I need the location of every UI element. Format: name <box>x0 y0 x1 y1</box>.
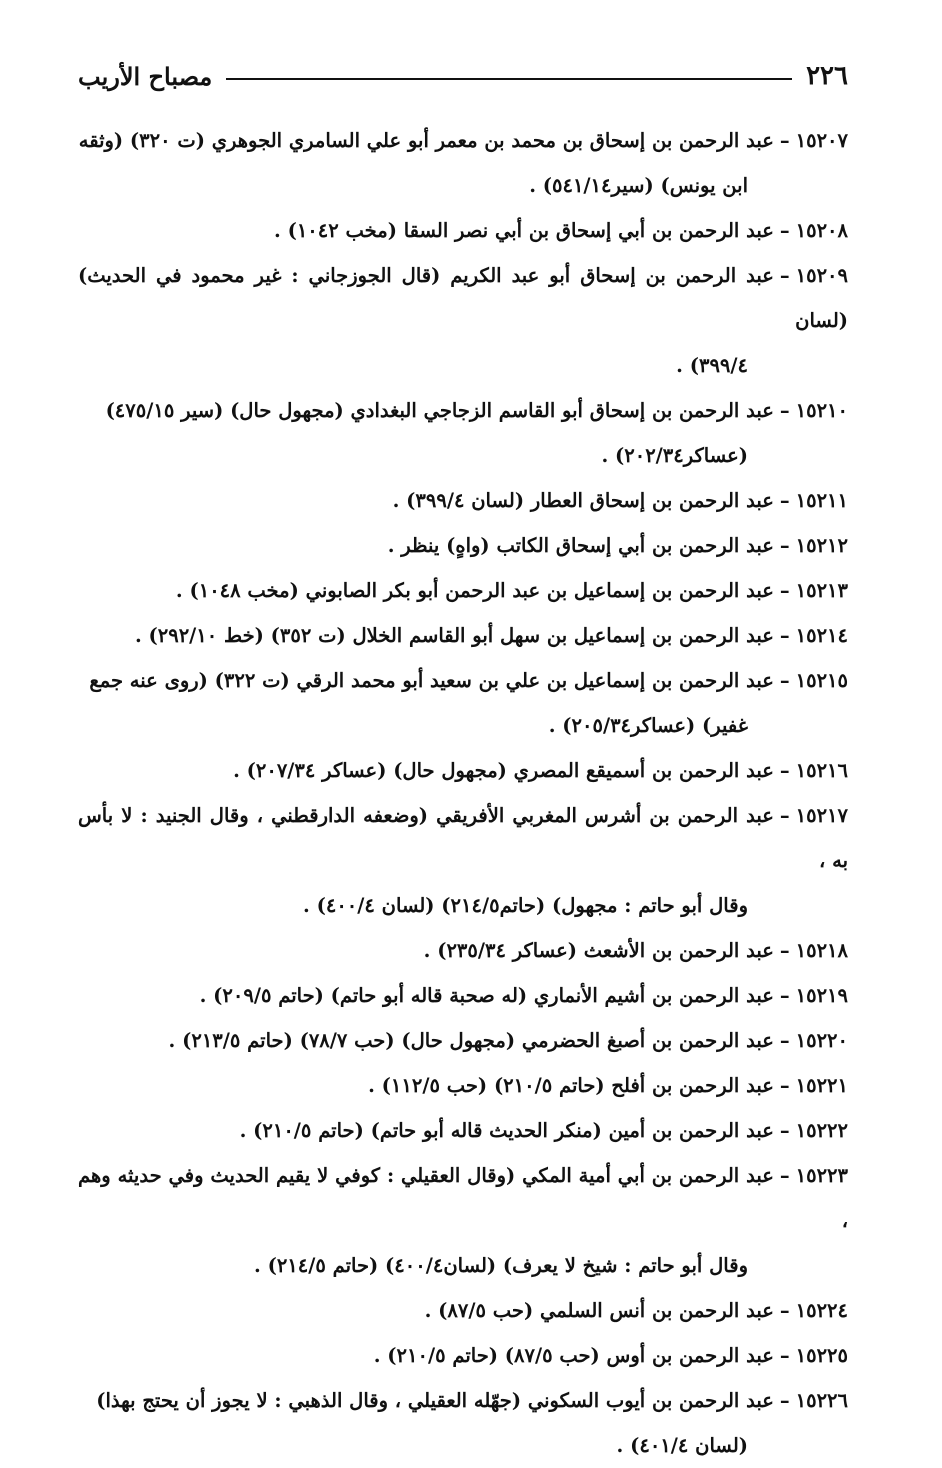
entries-list <box>78 118 848 1468</box>
entry-number: ١٥٢١١ <box>795 489 848 512</box>
entry-text: عبد الرحمن بن إسحاق العطار (لسان ٣٩٩/٤) . <box>392 489 774 512</box>
entry-number: ١٥٢١٠ <box>795 399 848 422</box>
entry-number: ١٥٢٢٤ <box>795 1299 848 1322</box>
entry-number: ١٥٢١٦ <box>795 759 848 782</box>
entry-number: ١٥٢٢٠ <box>795 1029 848 1052</box>
entry-text: عبد الرحمن بن أنس السلمي (حب ٨٧/٥) . <box>424 1299 774 1322</box>
entry-dash: – <box>779 129 790 152</box>
entry-number: ١٥٢٢٦ <box>795 1389 848 1412</box>
book-title: مصباح الأريب <box>78 61 213 91</box>
entry-text: عبد الرحمن بن إسحاق أبو عبد الكريم (قال الجوزجاني : غير محمود في الحديث) (لسان <box>78 264 848 332</box>
entry-text: عبد الرحمن بن إسماعيل بن علي بن سعيد أبو محمد الرقي (ت ٣٢٢) (روى عنه جمع <box>89 669 774 692</box>
entry-item <box>78 1378 848 1468</box>
entry-dash: – <box>779 804 790 827</box>
entry-dash: – <box>779 1119 790 1142</box>
entry-dash: – <box>779 264 790 287</box>
entry-dash: – <box>779 1389 790 1412</box>
entry-text: عبد الرحمن بن أبي إسحاق الكاتب (واهٍ) ينظر . <box>387 534 774 557</box>
entry-item <box>78 478 848 523</box>
entry-item <box>78 388 848 478</box>
entry-text: عبد الرحمن بن أشرس المغربي الأفريقي (وضعفه الدارقطني ، وقال الجنيد : لا بأس به ، <box>78 804 848 872</box>
page-number: ٢٢٦ <box>806 61 848 91</box>
entry-number: ١٥٢٢٣ <box>795 1164 848 1187</box>
entry-text: عبد الرحمن بن أبي أمية المكي (وقال العقيلي : كوفي لا يقيم الحديث وفي حديثه وهم ، <box>78 1164 848 1232</box>
entry-item <box>78 973 848 1018</box>
entry-dash: – <box>779 1074 790 1097</box>
entry-text: عبد الرحمن بن أيوب السكوني (جهّله العقيلي ، وقال الذهبي : لا يجوز أن يحتج بهذا) <box>96 1389 774 1412</box>
entry-text: عبد الرحمن بن أشيم الأنماري (له صحبة قاله أبو حاتم) (حاتم ٢٠٩/٥) . <box>199 984 774 1007</box>
entry-dash: – <box>779 1299 790 1322</box>
entry-dash: – <box>779 624 790 647</box>
entry-continuation: (عساكر٢٠٢/٣٤) . <box>601 444 748 467</box>
entry-dash: – <box>779 1344 790 1367</box>
entry-item <box>78 568 848 613</box>
header-rule <box>226 78 792 80</box>
entry-continuation: وقال أبو حاتم : شيخ لا يعرف) (لسان٤٠٠/٤) (حاتم ٢١٤/٥) . <box>254 1254 748 1277</box>
entry-continuation: غفير) (عساكر٢٠٥/٣٤) . <box>548 714 748 737</box>
entry-dash: – <box>779 939 790 962</box>
entry-item <box>78 658 848 748</box>
entry-dash: – <box>779 984 790 1007</box>
entry-text: عبد الرحمن بن إسحاق أبو القاسم الزجاجي البغدادي (مجهول حال) (سير ٤٧٥/١٥) <box>105 399 774 422</box>
page-header <box>78 56 848 96</box>
entry-item <box>78 1153 848 1288</box>
entry-dash: – <box>779 219 790 242</box>
entry-continuation: (لسان ٤٠١/٤) . <box>616 1434 748 1457</box>
entry-number: ١٥٢١٩ <box>795 984 848 1007</box>
entry-item <box>78 1288 848 1333</box>
entry-item <box>78 748 848 793</box>
entry-number: ١٥٢١٧ <box>795 804 848 827</box>
entry-number: ١٥٢٢٥ <box>795 1344 848 1367</box>
entry-text: عبد الرحمن بن أبي إسحاق بن أبي نصر السقا (مخب ١٠٤٢) . <box>274 219 774 242</box>
entry-number: ١٥٢٠٧ <box>795 129 848 152</box>
entry-text: عبد الرحمن بن أفلح (حاتم ٢١٠/٥) (حب ١١٢/٥) . <box>368 1074 774 1097</box>
entry-continuation: ابن يونس) (سير٥٤١/١٤) . <box>529 174 748 197</box>
entry-item <box>78 208 848 253</box>
entry-dash: – <box>779 1164 790 1187</box>
entry-text: عبد الرحمن بن أصبغ الحضرمي (مجهول حال) (حب ٧٨/٧) (حاتم ٢١٣/٥) . <box>168 1029 774 1052</box>
entry-number: ١٥٢٢١ <box>795 1074 848 1097</box>
entry-item <box>78 118 848 208</box>
entry-item <box>78 1333 848 1378</box>
entry-text: عبد الرحمن بن إسحاق بن محمد بن معمر أبو علي السامري الجوهري (ت ٣٢٠) (وثقه <box>78 129 774 152</box>
entry-text: عبد الرحمن بن إسماعيل بن عبد الرحمن أبو بكر الصابوني (مخب ١٠٤٨) . <box>175 579 774 602</box>
entry-item <box>78 253 848 388</box>
entry-number: ١٥٢١٥ <box>795 669 848 692</box>
entry-item <box>78 1018 848 1063</box>
entry-dash: – <box>779 1029 790 1052</box>
entry-item <box>78 613 848 658</box>
entry-number: ١٥٢٠٨ <box>795 219 848 242</box>
entry-continuation: ٣٩٩/٤) . <box>676 354 748 377</box>
entry-text: عبد الرحمن بن أمين (منكر الحديث قاله أبو حاتم) (حاتم ٢١٠/٥) . <box>239 1119 774 1142</box>
entry-dash: – <box>779 759 790 782</box>
entry-number: ١٥٢٢٢ <box>795 1119 848 1142</box>
entry-item <box>78 523 848 568</box>
entry-item <box>78 793 848 928</box>
entry-dash: – <box>779 534 790 557</box>
entry-text: عبد الرحمن بن الأشعث (عساكر ٢٣٥/٣٤) . <box>423 939 774 962</box>
entry-item <box>78 1108 848 1153</box>
entry-dash: – <box>779 489 790 512</box>
entry-dash: – <box>779 579 790 602</box>
entry-dash: – <box>779 669 790 692</box>
entry-number: ١٥٢١٣ <box>795 579 848 602</box>
entry-text: عبد الرحمن بن إسماعيل بن سهل أبو القاسم الخلال (ت ٣٥٢) (خط ٢٩٢/١٠) . <box>134 624 774 647</box>
entry-continuation: وقال أبو حاتم : مجهول) (حاتم٢١٤/٥) (لسان ٤٠٠/٤) . <box>303 894 748 917</box>
entry-number: ١٥٢١٢ <box>795 534 848 557</box>
entry-number: ١٥٢٠٩ <box>795 264 848 287</box>
entry-item <box>78 1063 848 1108</box>
entry-text: عبد الرحمن بن أسميقع المصري (مجهول حال) (عساكر ٢٠٧/٣٤) . <box>233 759 774 782</box>
entry-item <box>78 928 848 973</box>
entry-number: ١٥٢١٨ <box>795 939 848 962</box>
entry-number: ١٥٢١٤ <box>795 624 848 647</box>
entry-dash: – <box>779 399 790 422</box>
entry-text: عبد الرحمن بن أوس (حب ٨٧/٥) (حاتم ٢١٠/٥) . <box>373 1344 774 1367</box>
